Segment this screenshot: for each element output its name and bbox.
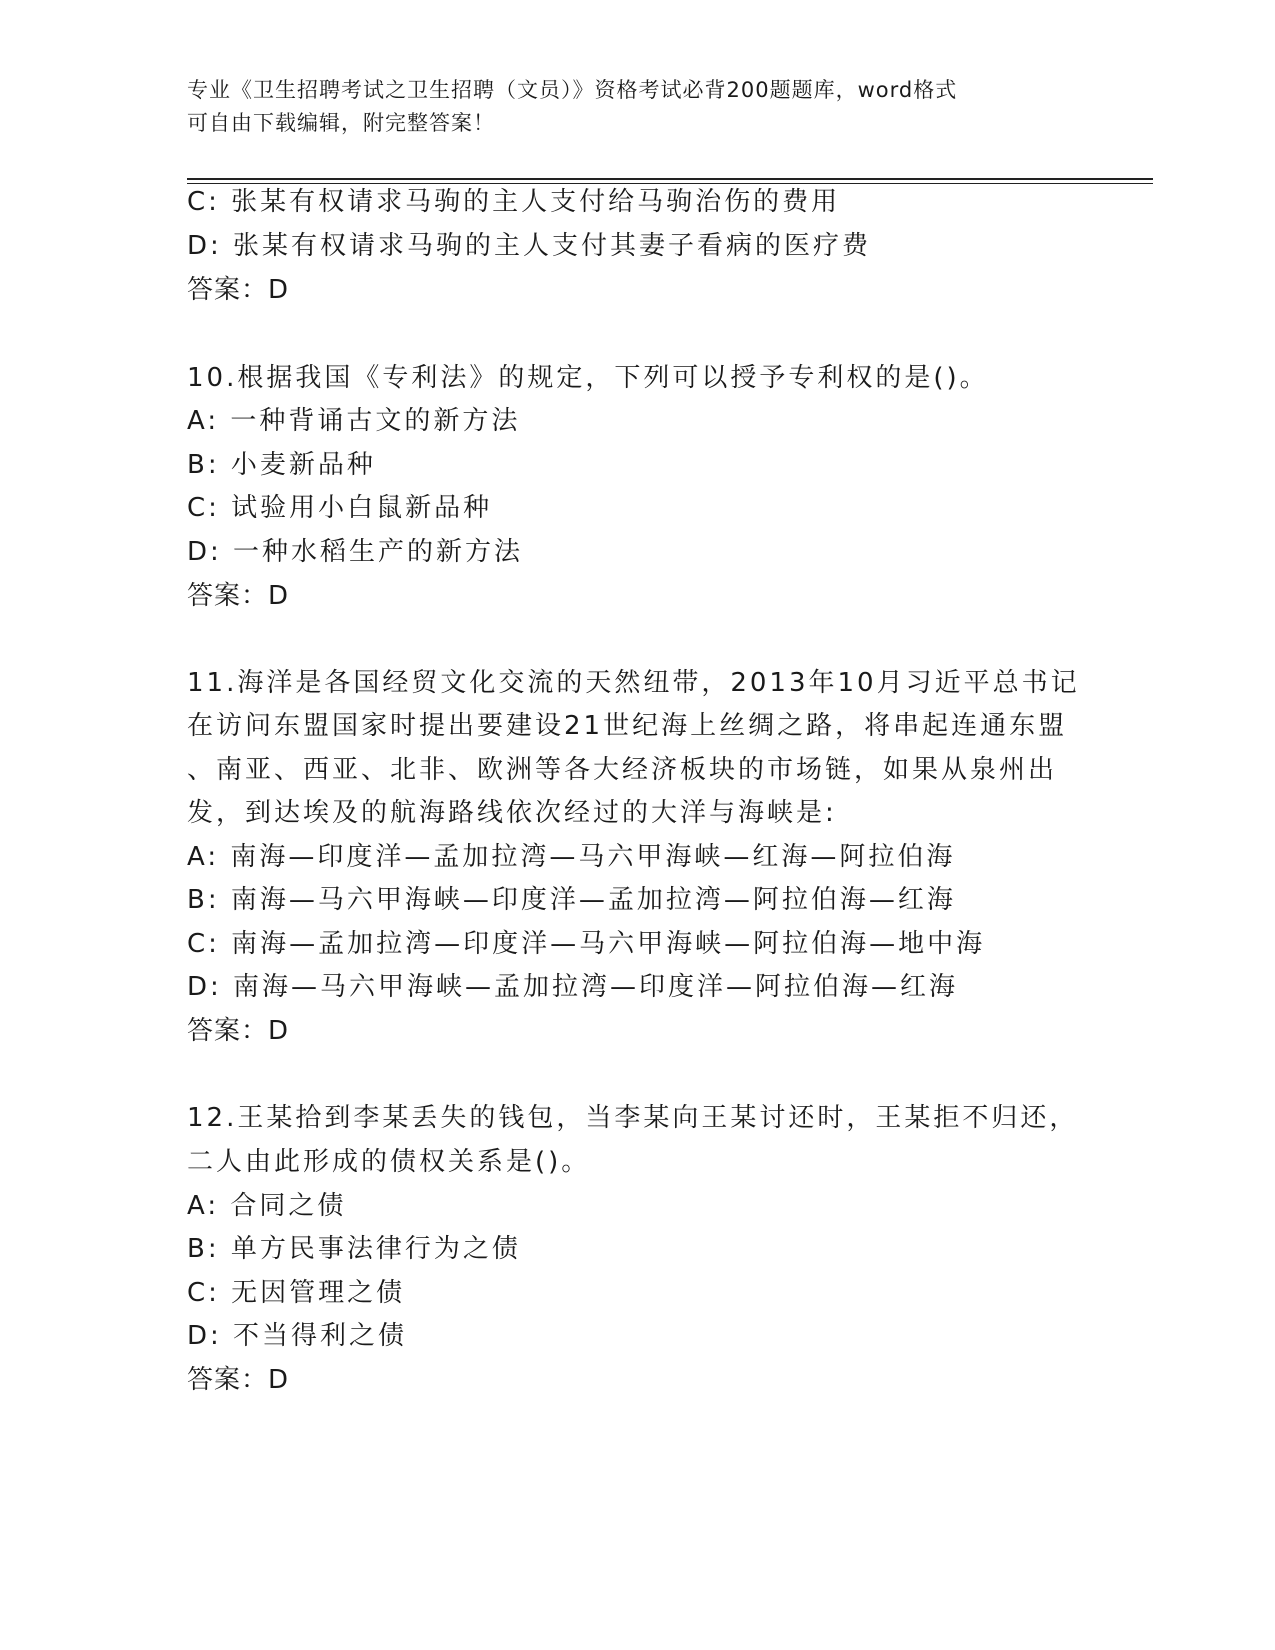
q12-stem-line-1: 12.王某拾到李某丢失的钱包，当李某向王某讨还时，王某拒不归还，: [187, 1103, 1079, 1133]
q12-option-d: D: 不当得利之债: [187, 1321, 408, 1351]
q12-stem-line-2: 二人由此形成的债权关系是()。: [187, 1147, 591, 1177]
q11-stem-line-2: 在访问东盟国家时提出要建设21世纪海上丝绸之路，将串起连通东盟: [187, 711, 1068, 741]
q10-stem: 10.根据我国《专利法》的规定，下列可以授予专利权的是()。: [187, 363, 989, 393]
q11-stem-line-3: 、南亚、西亚、北非、欧洲等各大经济板块的市场链，如果从泉州出: [187, 755, 1058, 785]
header-rule-thin: [187, 183, 1153, 184]
q12-option-c: C: 无因管理之债: [187, 1278, 406, 1308]
q10-option-a: A: 一种背诵古文的新方法: [187, 406, 521, 436]
q11-answer: 答案：D: [187, 1016, 290, 1046]
q10-option-c: C: 试验用小白鼠新品种: [187, 493, 493, 523]
header-line-1: 专业《卫生招聘考试之卫生招聘（文员）》资格考试必背200题题库，word格式: [187, 78, 958, 102]
q9-option-c: C: 张某有权请求马驹的主人支付给马驹治伤的费用: [187, 187, 841, 217]
q11-option-b: B: 南海—马六甲海峡—印度洋—孟加拉湾—阿拉伯海—红海: [187, 885, 956, 915]
q11-option-d: D: 南海—马六甲海峡—孟加拉湾—印度洋—阿拉伯海—红海: [187, 972, 959, 1002]
q12-answer: 答案：D: [187, 1365, 290, 1395]
q10-answer: 答案：D: [187, 581, 290, 611]
q11-stem-line-4: 发，到达埃及的航海路线依次经过的大洋与海峡是:: [187, 798, 837, 828]
q11-option-a: A: 南海—印度洋—孟加拉湾—马六甲海峡—红海—阿拉伯海: [187, 842, 956, 872]
q12-option-b: B: 单方民事法律行为之债: [187, 1234, 521, 1264]
q10-option-b: B: 小麦新品种: [187, 450, 376, 480]
header-rule-thick: [187, 178, 1153, 180]
q11-stem-line-1: 11.海洋是各国经贸文化交流的天然纽带，2013年10月习近平总书记: [187, 668, 1080, 698]
header-line-2: 可自由下载编辑，附完整答案！: [187, 111, 495, 135]
q11-option-c: C: 南海—孟加拉湾—印度洋—马六甲海峡—阿拉伯海—地中海: [187, 929, 986, 959]
q10-option-d: D: 一种水稻生产的新方法: [187, 537, 524, 567]
document-header: [187, 74, 1087, 140]
q9-answer: 答案：D: [187, 275, 290, 305]
q12-option-a: A: 合同之债: [187, 1191, 347, 1221]
q9-option-d: D: 张某有权请求马驹的主人支付其妻子看病的医疗费: [187, 231, 872, 261]
